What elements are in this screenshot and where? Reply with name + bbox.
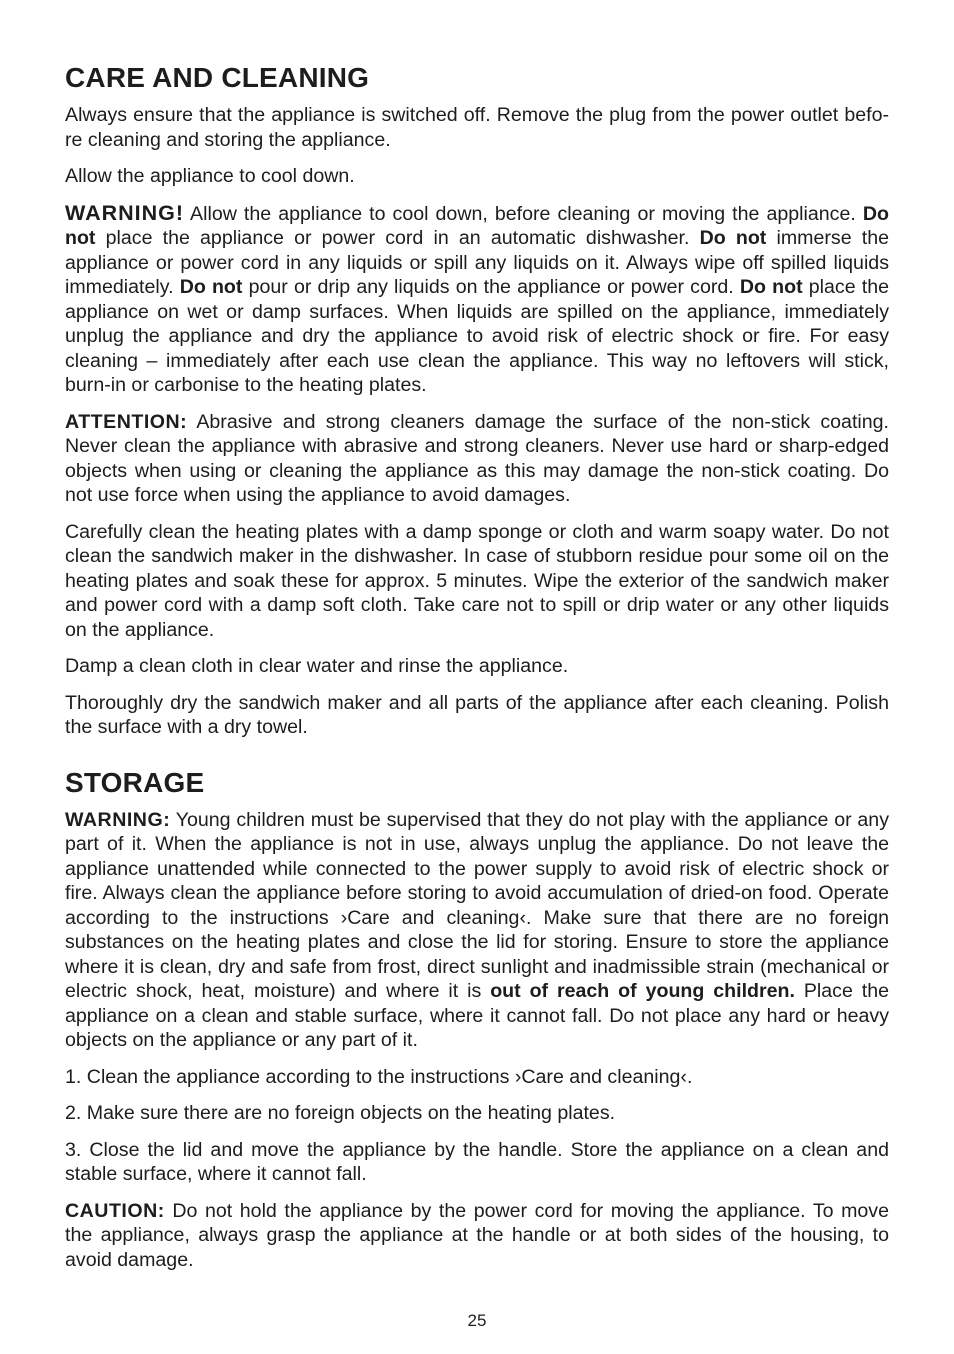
step-number: 1. bbox=[65, 1065, 82, 1088]
attention-text: Abrasive and strong cleaners damage the surface of the non-stick coating. Never clean the appliance with abrasive and strong cleaners. Never use hard or sharp-edged objects when using or cleaning the appliance as this may damage the non-stick coating. Do not use force when using the appliance to avoid damages. bbox=[65, 410, 889, 506]
dry-paragraph: Thoroughly dry the sandwich maker and all parts of the appliance after each cleaning. Polish the surface with a dry towel. bbox=[65, 691, 889, 738]
page-number: 25 bbox=[467, 1311, 487, 1330]
warning-text: Allow the appliance to cool down, before cleaning or moving the appliance. bbox=[190, 202, 856, 225]
step-text: Make sure there are no foreign objects on the heating plates. bbox=[86, 1102, 616, 1124]
step-text: Clean the appliance according to the instructions ›Care and cleaning‹. bbox=[86, 1065, 693, 1088]
do-not-emphasis: Do not bbox=[739, 276, 803, 298]
attention-label: ATTENTION: bbox=[65, 410, 188, 433]
warning-text: Place the appliance on a clean and stable surface, where it cannot fall. Do not place any hard or heavy objects on the appliance or any part of it. bbox=[65, 980, 890, 1051]
step-number: 3. bbox=[65, 1138, 82, 1161]
cleaning-warning-paragraph bbox=[65, 201, 889, 398]
children-emphasis: out of reach of young children. bbox=[490, 980, 795, 1002]
clean-plates-paragraph: Carefully clean the heating plates with a damp sponge or cloth and warm soapy water. Do not clean the sandwich maker in the dishwasher. In case of stubborn residue pour some oil on the heating plates and soak these for approx. 5 minutes. Wipe the exterior of the sandwich maker and power cord with a damp soft cloth. Take care not to spill or drip water or any other liquids on the appliance. bbox=[65, 520, 889, 641]
step-text: Close the lid and move the appliance by the handle. Store the appliance on a clean and stable surface, where it cannot fall. bbox=[65, 1138, 889, 1185]
warning-text: place the appliance or power cord in an automatic dishwasher. bbox=[105, 227, 690, 249]
warning-text: place the appliance on wet or damp surfaces. When liquids are spilled on the appliance, immediately unplug the appliance and dry the appliance to avoid risk of electric shock or fire. For easy cleaning – immediately after each use clean the appliance. This way no leftovers will stick, burn-in or carbonise to the heating plates. bbox=[65, 276, 890, 396]
warning-text: pour or drip any liquids on the appliance or power cord. bbox=[248, 276, 734, 298]
warning-text: immerse the appliance or power cord in any liquids or spill any liquids on it. Always wipe off spilled liquids immediately. bbox=[65, 227, 890, 298]
storage-warning-paragraph bbox=[65, 808, 889, 1053]
rinse-paragraph: Damp a clean cloth in clear water and rinse the appliance. bbox=[65, 655, 569, 677]
switch-off-paragraph: Always ensure that the appliance is switched off. Remove the plug from the power outlet befo-re cleaning and storing the appliance. bbox=[65, 104, 889, 151]
warning-text: Young children must be supervised that they do not play with the appliance or any part of it. When the appliance is not in use, always unplug the appliance. Do not leave the appliance unattended while connected to the power supply to avoid risk of electric shock or fire. Always clean the appliance before storing to avoid accumulation of dried-on food. Operate according to the instructions ›Care and cleaning‹. Make sure that there are no foreign substances on the heating plates and close the lid for storing. Ensure to store the appliance where it is clean, dry and safe from frost, direct sunlight and inadmissible strain (mechanical or electric shock, heat, moisture) and where it is bbox=[65, 808, 890, 1002]
warning-label: WARNING! bbox=[65, 200, 185, 225]
page-content bbox=[65, 61, 889, 1284]
caution-label: CAUTION: bbox=[65, 1199, 165, 1222]
cool-down-paragraph: Allow the appliance to cool down. bbox=[65, 165, 355, 187]
do-not-emphasis: Do not bbox=[65, 202, 889, 249]
do-not-emphasis: Do not bbox=[179, 276, 243, 298]
warning-label: WARNING: bbox=[65, 808, 171, 831]
do-not-emphasis: Do not bbox=[699, 227, 767, 249]
storage-step bbox=[65, 1065, 889, 1090]
caution-paragraph bbox=[65, 1199, 889, 1273]
attention-paragraph bbox=[65, 410, 889, 508]
storage-step bbox=[65, 1138, 889, 1187]
step-number: 2. bbox=[65, 1102, 82, 1124]
care-and-cleaning-heading: CARE AND CLEANING bbox=[65, 62, 370, 93]
storage-heading: STORAGE bbox=[65, 766, 205, 798]
caution-text: Do not hold the appliance by the power cord for moving the appliance. To move the appliance, always grasp the appliance at the handle or at both sides of the housing, to avoid damage. bbox=[65, 1199, 889, 1271]
storage-step bbox=[65, 1101, 889, 1126]
